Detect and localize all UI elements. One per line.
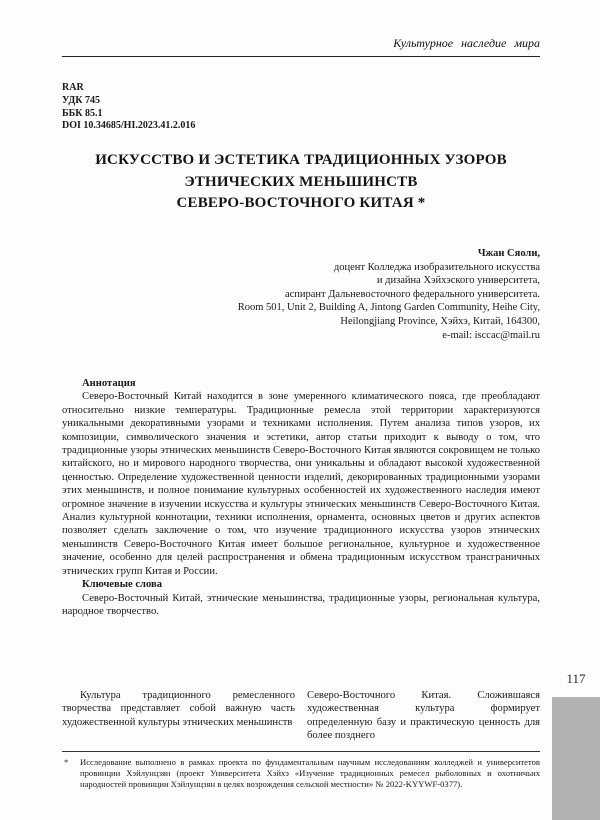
keywords-text: Северо-Восточный Китай, этнические меньшинства, традиционные узоры, региональная культура, народное творчество. (62, 592, 540, 617)
body-column-right (307, 689, 540, 743)
author-block (62, 247, 540, 342)
page-number: 117 (566, 671, 586, 686)
author-address-line: Heilongjiang Province, Хэйхэ, Китай, 164300, (340, 315, 540, 327)
running-head: Культурное наследие мира (393, 36, 540, 50)
author-affiliation-line: аспирант Дальневосточного федерального университета. (284, 288, 540, 300)
author-name: Чжан Сяоли, (477, 248, 540, 259)
abstract-heading: Аннотация (82, 378, 136, 389)
article-meta (62, 82, 195, 133)
abstract-text: Северо-Восточный Китай находится в зоне умеренного климатического пояса, где преобладают относительно низкие температуры. Традиционные ремесла этой территории характеризуются уникальными декоративными узорами и техниками исполнения. Путем анализа типов узоров, их композиции, символического значения и эстетики, автор статьи приходит к выводу о том, что традиционные узоры этнических меньшинств Северо-Восточного Китая являются сокровищем не только китайского, но и мирового народного творчества, они уникальны и обладают высокой художественной ценностью. Определение художественной ценности изделий, декорированных традиционными узорами этих меньшинств, и полное понимание культурных особенностей их художественного наследия имеют огромное значение в изучении искусства и культуры этнических меньшинств Северо-Восточного Китая. Анализ культурной коннотации, техники исполнения, орнамента, основных цветов и других аспектов позволяет сделать заключение о том, что изучение традиционного искусства узоров этнических меньшинств Северо-Восточного Китая имеет большое региональное, культурное и художественное значение, особенно для целей распространения и обмена традиционным искусством трансграничных этнических групп Китая и России. (62, 391, 540, 577)
body-paragraph-left: Культура традиционного ремесленного творчества представляет собой важную часть художественной культуры этнических меньшинств (62, 690, 295, 728)
meta-udk: УДК 745 (62, 94, 100, 106)
author-address-line: Room 501, Unit 2, Building A, Jintong Garden Community, Heihe City, (237, 302, 540, 314)
title-line-2: ЭТНИЧЕСКИХ МЕНЬШИНСТВ (184, 173, 418, 190)
meta-bbk: ББК 85.1 (62, 107, 103, 119)
footnote-section (62, 751, 540, 790)
body-paragraph-right: Северо-Восточного Китая. Сложившаяся художественная культура формирует определенную базу и практическую ценность для более позднего (307, 690, 540, 742)
meta-doi: DOI 10.34685/HI.2023.41.2.016 (62, 120, 196, 132)
body-column-left (62, 689, 295, 743)
side-tab-gray-box (552, 697, 600, 820)
footnote-marker: * (64, 757, 69, 767)
body-columns (62, 689, 540, 743)
title-line-3: СЕВЕРО-ВОСТОЧНОГО КИТАЯ * (176, 195, 426, 211)
article-title (62, 150, 540, 215)
title-line-1: ИСКУССТВО И ЭСТЕТИКА ТРАДИЦИОННЫХ УЗОРОВ (95, 152, 507, 168)
footnote (62, 757, 540, 790)
header-rule (62, 56, 540, 57)
footnote-text: Исследование выполнено в рамках проекта по фундаментальным научным исследованиям колледжей и университетов провинции Хэйлунцзян (проект Университета Хэйхэ «Изучение традиционных ремесел рыболовных и охотничьих народностей провинции Хэйлунцзян в целях возрождения сельской местности» № 2022-KYYWF-0377). (80, 757, 540, 789)
author-email: e-mail: isccac@mail.ru (442, 329, 540, 341)
abstract-section (62, 377, 540, 618)
keywords-heading: Ключевые слова (82, 579, 163, 591)
author-affiliation-line: доцент Колледжа изобразительного искусства (333, 261, 540, 273)
meta-rar: RAR (62, 82, 84, 93)
author-affiliation-line: и дизайна Хэйхэского университета, (376, 275, 540, 287)
